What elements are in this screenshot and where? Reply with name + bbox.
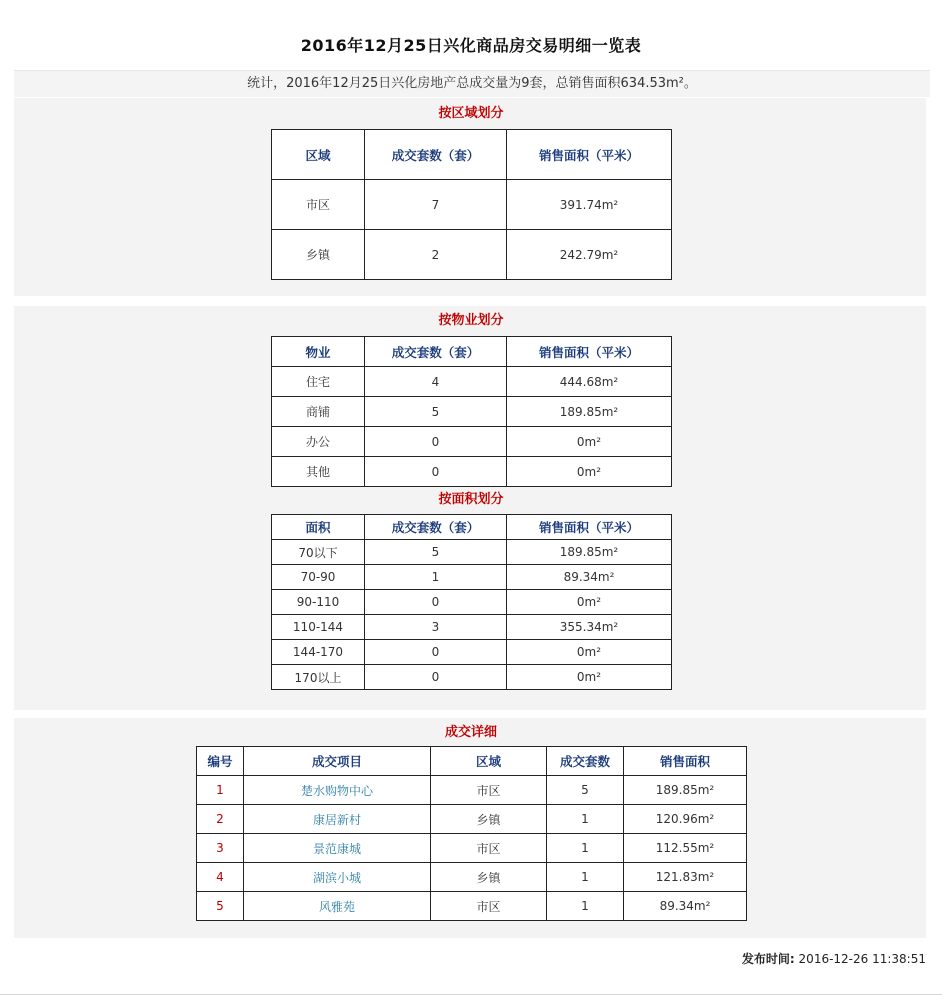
table-row bbox=[272, 665, 672, 690]
region-section-title: 按区域划分 bbox=[438, 106, 504, 121]
details-project-link[interactable]: 风雅苑 bbox=[244, 892, 431, 921]
property-table bbox=[271, 336, 672, 487]
details-cell: 189.85m² bbox=[624, 776, 747, 805]
region-header-size: 销售面积（平米） bbox=[507, 130, 672, 180]
publish-time bbox=[742, 950, 926, 967]
details-cell: 市区 bbox=[431, 834, 547, 863]
area-cell: 0 bbox=[365, 590, 507, 615]
region-cell: 7 bbox=[365, 180, 507, 230]
area-cell: 144-170 bbox=[272, 640, 365, 665]
details-cell: 89.34m² bbox=[624, 892, 747, 921]
area-cell: 0m² bbox=[507, 640, 672, 665]
table-row bbox=[272, 457, 672, 487]
details-project-link[interactable]: 湖滨小城 bbox=[244, 863, 431, 892]
property-cell: 0 bbox=[365, 457, 507, 487]
details-row-number: 2 bbox=[197, 805, 244, 834]
details-header-count: 成交套数 bbox=[547, 747, 624, 776]
details-project-link[interactable]: 景范康城 bbox=[244, 834, 431, 863]
details-cell: 市区 bbox=[431, 892, 547, 921]
table-row bbox=[272, 397, 672, 427]
property-cell: 5 bbox=[365, 397, 507, 427]
property-cell: 189.85m² bbox=[507, 397, 672, 427]
details-cell: 120.96m² bbox=[624, 805, 747, 834]
area-cell: 170以上 bbox=[272, 665, 365, 690]
publish-time-label: 发布时间: bbox=[741, 952, 795, 966]
area-cell: 0m² bbox=[507, 590, 672, 615]
table-row bbox=[197, 892, 747, 921]
details-table bbox=[196, 746, 747, 921]
property-cell: 住宅 bbox=[272, 367, 365, 397]
details-section-title: 成交详细 bbox=[444, 725, 497, 740]
details-row-number: 4 bbox=[197, 863, 244, 892]
page-title: 2016年12月25日兴化商品房交易明细一览表 bbox=[300, 36, 642, 55]
property-section-title: 按物业划分 bbox=[438, 313, 504, 328]
area-header-range: 面积 bbox=[272, 515, 365, 540]
area-cell: 1 bbox=[365, 565, 507, 590]
details-cell: 112.55m² bbox=[624, 834, 747, 863]
details-header-project: 成交项目 bbox=[244, 747, 431, 776]
property-cell: 商铺 bbox=[272, 397, 365, 427]
property-header-size: 销售面积（平米） bbox=[507, 337, 672, 367]
details-row-number: 5 bbox=[197, 892, 244, 921]
property-cell: 0 bbox=[365, 427, 507, 457]
region-table bbox=[271, 129, 672, 280]
region-cell: 391.74m² bbox=[507, 180, 672, 230]
details-cell: 121.83m² bbox=[624, 863, 747, 892]
area-cell: 110-144 bbox=[272, 615, 365, 640]
details-cell: 1 bbox=[547, 834, 624, 863]
table-row bbox=[272, 565, 672, 590]
property-cell: 444.68m² bbox=[507, 367, 672, 397]
details-cell: 市区 bbox=[431, 776, 547, 805]
area-cell: 0m² bbox=[507, 665, 672, 690]
region-header-count: 成交套数（套） bbox=[365, 130, 507, 180]
area-cell: 70-90 bbox=[272, 565, 365, 590]
property-header-count: 成交套数（套） bbox=[365, 337, 507, 367]
details-cell: 1 bbox=[547, 892, 624, 921]
property-cell: 0m² bbox=[507, 427, 672, 457]
summary-text: 统计，2016年12月25日兴化房地产总成交量为9套，总销售面积634.53m²。 bbox=[14, 70, 930, 97]
area-section-title: 按面积划分 bbox=[438, 492, 504, 507]
details-cell: 乡镇 bbox=[431, 863, 547, 892]
region-cell: 市区 bbox=[272, 180, 365, 230]
table-row bbox=[272, 427, 672, 457]
area-cell: 3 bbox=[365, 615, 507, 640]
details-row-number: 1 bbox=[197, 776, 244, 805]
table-row bbox=[197, 776, 747, 805]
publish-time-value: 2016-12-26 11:38:51 bbox=[798, 952, 926, 966]
table-row bbox=[197, 863, 747, 892]
details-project-link[interactable]: 康居新村 bbox=[244, 805, 431, 834]
area-header-count: 成交套数（套） bbox=[365, 515, 507, 540]
area-cell: 89.34m² bbox=[507, 565, 672, 590]
table-row bbox=[272, 640, 672, 665]
details-header-no: 编号 bbox=[197, 747, 244, 776]
area-header-size: 销售面积（平米） bbox=[507, 515, 672, 540]
divider bbox=[0, 994, 942, 995]
region-cell: 乡镇 bbox=[272, 230, 365, 280]
table-row bbox=[272, 590, 672, 615]
table-row bbox=[272, 540, 672, 565]
region-cell: 2 bbox=[365, 230, 507, 280]
table-row bbox=[272, 230, 672, 280]
property-cell: 0m² bbox=[507, 457, 672, 487]
table-row bbox=[272, 180, 672, 230]
table-row bbox=[272, 615, 672, 640]
table-row bbox=[272, 367, 672, 397]
area-cell: 70以下 bbox=[272, 540, 365, 565]
details-cell: 乡镇 bbox=[431, 805, 547, 834]
table-row bbox=[197, 805, 747, 834]
details-cell: 5 bbox=[547, 776, 624, 805]
area-cell: 0 bbox=[365, 665, 507, 690]
details-cell: 1 bbox=[547, 805, 624, 834]
property-header-type: 物业 bbox=[272, 337, 365, 367]
details-cell: 1 bbox=[547, 863, 624, 892]
area-cell: 189.85m² bbox=[507, 540, 672, 565]
details-project-link[interactable]: 楚水购物中心 bbox=[244, 776, 431, 805]
region-header-area: 区域 bbox=[272, 130, 365, 180]
area-cell: 90-110 bbox=[272, 590, 365, 615]
table-row bbox=[197, 834, 747, 863]
region-cell: 242.79m² bbox=[507, 230, 672, 280]
area-cell: 0 bbox=[365, 640, 507, 665]
details-row-number: 3 bbox=[197, 834, 244, 863]
details-header-size: 销售面积 bbox=[624, 747, 747, 776]
area-table bbox=[271, 514, 672, 690]
area-cell: 5 bbox=[365, 540, 507, 565]
property-cell: 其他 bbox=[272, 457, 365, 487]
property-cell: 4 bbox=[365, 367, 507, 397]
property-cell: 办公 bbox=[272, 427, 365, 457]
details-header-region: 区域 bbox=[431, 747, 547, 776]
area-cell: 355.34m² bbox=[507, 615, 672, 640]
